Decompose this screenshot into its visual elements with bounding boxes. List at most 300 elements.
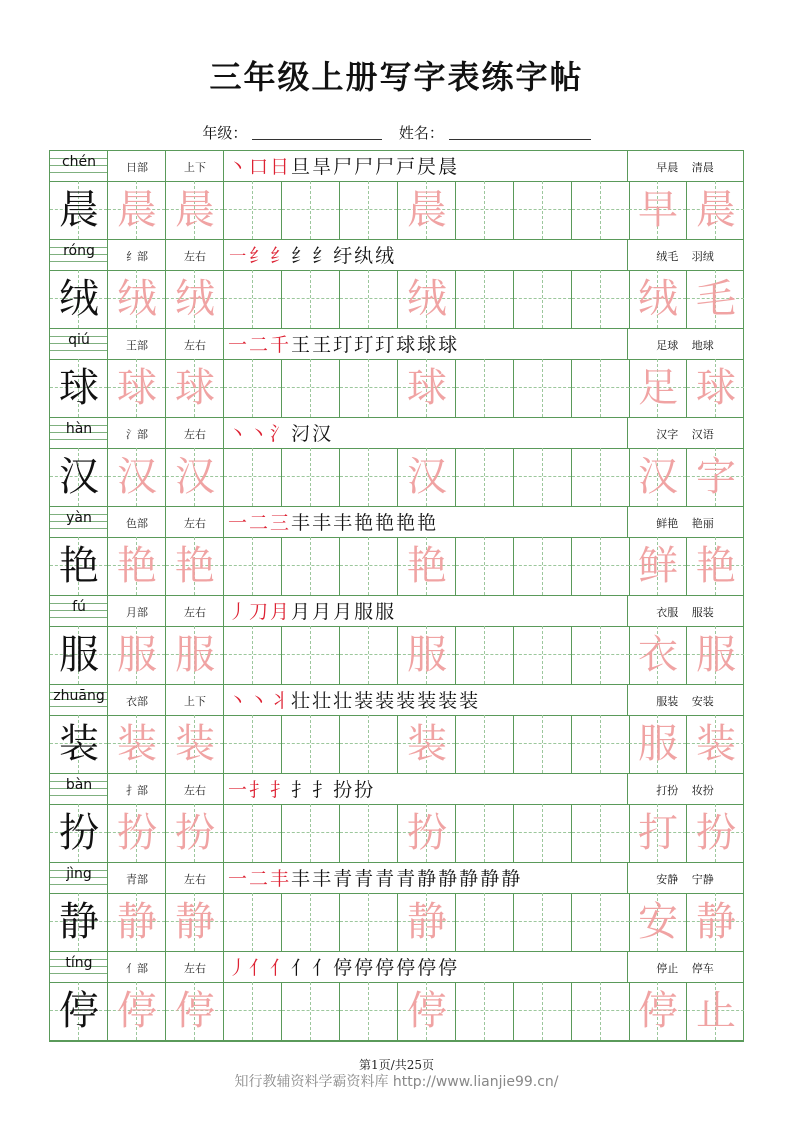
practice-box[interactable] bbox=[687, 359, 744, 417]
model-character: 扮 bbox=[59, 810, 99, 856]
trace-character: 服 bbox=[696, 632, 736, 678]
trace-character: 艳 bbox=[117, 543, 157, 589]
practice-box[interactable] bbox=[398, 715, 456, 773]
practice-box[interactable] bbox=[514, 893, 572, 951]
stroke-step: 一 bbox=[228, 512, 250, 534]
entry-info-row bbox=[50, 863, 743, 894]
practice-box[interactable] bbox=[340, 626, 398, 684]
practice-box[interactable] bbox=[224, 448, 282, 506]
practice-box bbox=[50, 893, 108, 951]
page-number: 第1页/共25页 bbox=[359, 1058, 434, 1072]
practice-box[interactable] bbox=[108, 715, 166, 773]
practice-box[interactable] bbox=[687, 537, 744, 595]
structure: 左右 bbox=[184, 606, 206, 619]
stroke-step: 丰 bbox=[333, 512, 355, 534]
model-character: 绒 bbox=[59, 276, 99, 322]
stroke-step: 王 bbox=[291, 334, 313, 356]
stroke-step: 昃 bbox=[417, 156, 439, 178]
trace-character: 球 bbox=[696, 365, 736, 411]
example-words: 安静 宁静 bbox=[656, 873, 714, 886]
practice-box[interactable] bbox=[687, 270, 744, 328]
stroke-order bbox=[228, 686, 480, 713]
stroke-step: 尸 bbox=[375, 156, 397, 178]
trace-character: 绒 bbox=[117, 276, 157, 322]
stroke-step: 刀 bbox=[249, 601, 271, 623]
practice-box[interactable] bbox=[629, 270, 687, 328]
practice-box[interactable] bbox=[224, 270, 282, 328]
structure: 左右 bbox=[184, 339, 206, 352]
entry-info-row bbox=[50, 596, 743, 627]
structure: 上下 bbox=[184, 695, 206, 708]
entry-info-row bbox=[50, 151, 743, 182]
practice-box[interactable] bbox=[629, 804, 687, 862]
stroke-step: 旱 bbox=[312, 156, 334, 178]
stroke-step: 三 bbox=[270, 512, 292, 534]
practice-box[interactable] bbox=[166, 893, 224, 951]
practice-box[interactable] bbox=[456, 448, 514, 506]
stroke-step: 静 bbox=[501, 868, 523, 890]
stroke-step: 月 bbox=[333, 601, 355, 623]
practice-box[interactable] bbox=[629, 448, 687, 506]
trace-character: 安 bbox=[638, 899, 678, 945]
source-watermark: 知行教辅资料学霸资料库 http://www.lianjie99.cn/ bbox=[234, 1074, 559, 1090]
example-words: 足球 地球 bbox=[656, 339, 714, 352]
trace-character: 晨 bbox=[696, 187, 736, 233]
practice-row bbox=[50, 715, 743, 774]
stroke-step: 停 bbox=[396, 957, 418, 979]
stroke-step: 青 bbox=[396, 868, 418, 890]
practice-box[interactable] bbox=[108, 448, 166, 506]
trace-character: 静 bbox=[696, 899, 736, 945]
practice-box[interactable] bbox=[108, 626, 166, 684]
practice-box[interactable] bbox=[166, 982, 224, 1040]
practice-box[interactable] bbox=[282, 270, 340, 328]
model-character: 汉 bbox=[59, 454, 99, 500]
model-character: 球 bbox=[59, 365, 99, 411]
practice-box[interactable] bbox=[572, 448, 630, 506]
practice-box[interactable] bbox=[108, 270, 166, 328]
stroke-step: 青 bbox=[333, 868, 355, 890]
practice-box[interactable] bbox=[629, 181, 687, 239]
practice-box[interactable] bbox=[456, 804, 514, 862]
trace-character: 衣 bbox=[638, 632, 678, 678]
stroke-step: 一 bbox=[228, 779, 250, 801]
pinyin: chén bbox=[61, 154, 97, 170]
practice-box[interactable] bbox=[166, 359, 224, 417]
practice-box bbox=[50, 270, 108, 328]
pinyin: yàn bbox=[66, 510, 92, 526]
structure: 左右 bbox=[184, 962, 206, 975]
stroke-step: 亻 bbox=[312, 957, 334, 979]
practice-box[interactable] bbox=[282, 537, 340, 595]
practice-box[interactable] bbox=[166, 715, 224, 773]
stroke-step: 二 bbox=[249, 334, 271, 356]
trace-character: 装 bbox=[407, 721, 447, 767]
trace-character: 装 bbox=[696, 721, 736, 767]
practice-box[interactable] bbox=[572, 893, 630, 951]
practice-row bbox=[50, 270, 743, 329]
stroke-step: 艳 bbox=[375, 512, 397, 534]
practice-box bbox=[50, 626, 108, 684]
trace-character: 球 bbox=[407, 365, 447, 411]
stroke-step: 戸 bbox=[396, 156, 418, 178]
practice-box[interactable] bbox=[456, 359, 514, 417]
practice-box[interactable] bbox=[572, 359, 630, 417]
practice-box[interactable] bbox=[687, 181, 744, 239]
practice-box[interactable] bbox=[398, 804, 456, 862]
stroke-step: 丶 bbox=[228, 423, 250, 445]
practice-box[interactable] bbox=[514, 626, 572, 684]
trace-character: 打 bbox=[638, 810, 678, 856]
name-field[interactable] bbox=[449, 125, 591, 140]
stroke-step: 静 bbox=[480, 868, 502, 890]
grade-field[interactable] bbox=[252, 125, 382, 140]
stroke-step: 千 bbox=[270, 334, 292, 356]
stroke-step: 装 bbox=[375, 690, 397, 712]
entry-info-row bbox=[50, 418, 743, 449]
stroke-step: ㇐ bbox=[228, 245, 250, 267]
example-words: 服装 安装 bbox=[656, 695, 714, 708]
practice-box[interactable] bbox=[166, 270, 224, 328]
stroke-step: 月 bbox=[312, 601, 334, 623]
stroke-step: 艳 bbox=[417, 512, 439, 534]
example-words: 停止 停车 bbox=[656, 962, 714, 975]
entry-info-row bbox=[50, 507, 743, 538]
stroke-step: 纟 bbox=[249, 245, 271, 267]
stroke-step: 扌 bbox=[249, 779, 271, 801]
trace-character: 足 bbox=[638, 365, 678, 411]
practice-box[interactable] bbox=[224, 537, 282, 595]
practice-box[interactable] bbox=[108, 181, 166, 239]
practice-box[interactable] bbox=[282, 982, 340, 1040]
practice-box[interactable] bbox=[456, 893, 514, 951]
stroke-step: 王 bbox=[312, 334, 334, 356]
practice-box[interactable] bbox=[572, 537, 630, 595]
stroke-step: 纟 bbox=[270, 245, 292, 267]
model-character: 晨 bbox=[59, 187, 99, 233]
trace-character: 服 bbox=[117, 632, 157, 678]
stroke-step: 纟 bbox=[312, 245, 334, 267]
page-title: 三年级上册写字表练字帖 bbox=[209, 58, 584, 96]
practice-box[interactable] bbox=[514, 804, 572, 862]
stroke-order bbox=[228, 864, 522, 891]
stroke-step: 装 bbox=[354, 690, 376, 712]
practice-box[interactable] bbox=[340, 804, 398, 862]
practice-box[interactable] bbox=[282, 181, 340, 239]
stroke-step: 玎 bbox=[333, 334, 355, 356]
practice-box bbox=[50, 715, 108, 773]
practice-box[interactable] bbox=[514, 359, 572, 417]
trace-character: 鲜 bbox=[638, 543, 678, 589]
trace-character: 汉 bbox=[117, 454, 157, 500]
practice-box[interactable] bbox=[282, 626, 340, 684]
practice-box[interactable] bbox=[282, 359, 340, 417]
practice-box[interactable] bbox=[398, 270, 456, 328]
pinyin: róng bbox=[63, 243, 95, 259]
practice-box[interactable] bbox=[282, 448, 340, 506]
trace-character: 服 bbox=[638, 721, 678, 767]
trace-character: 绒 bbox=[638, 276, 678, 322]
practice-box[interactable] bbox=[224, 359, 282, 417]
practice-box[interactable] bbox=[687, 448, 744, 506]
radical: 氵部 bbox=[126, 428, 148, 441]
stroke-step: 丰 bbox=[291, 868, 313, 890]
structure: 左右 bbox=[184, 873, 206, 886]
pinyin: tíng bbox=[65, 955, 93, 971]
pinyin: bàn bbox=[65, 777, 93, 793]
practice-box[interactable] bbox=[398, 359, 456, 417]
stroke-step: 旦 bbox=[291, 156, 313, 178]
practice-row bbox=[50, 181, 743, 240]
stroke-step: 壮 bbox=[291, 690, 313, 712]
trace-character: 汉 bbox=[407, 454, 447, 500]
model-character: 服 bbox=[59, 632, 99, 678]
practice-box[interactable] bbox=[282, 804, 340, 862]
stroke-step: 停 bbox=[417, 957, 439, 979]
trace-character: 扮 bbox=[696, 810, 736, 856]
trace-character: 晨 bbox=[175, 187, 215, 233]
stroke-step: 球 bbox=[417, 334, 439, 356]
practice-box[interactable] bbox=[224, 626, 282, 684]
stroke-step: 汈 bbox=[291, 423, 313, 445]
stroke-step: 口 bbox=[249, 156, 271, 178]
example-words: 早晨 清晨 bbox=[656, 161, 714, 174]
practice-box[interactable] bbox=[224, 804, 282, 862]
practice-box[interactable] bbox=[340, 982, 398, 1040]
practice-box[interactable] bbox=[108, 893, 166, 951]
practice-row bbox=[50, 626, 743, 685]
entry-info-row bbox=[50, 685, 743, 716]
stroke-order bbox=[228, 508, 438, 535]
trace-character: 扮 bbox=[175, 810, 215, 856]
practice-box[interactable] bbox=[398, 537, 456, 595]
practice-box[interactable] bbox=[224, 715, 282, 773]
radical: 衣部 bbox=[126, 695, 148, 708]
model-character: 静 bbox=[59, 899, 99, 945]
trace-character: 绒 bbox=[407, 276, 447, 322]
trace-character: 艳 bbox=[696, 543, 736, 589]
practice-box[interactable] bbox=[166, 804, 224, 862]
practice-box[interactable] bbox=[456, 270, 514, 328]
stroke-order bbox=[228, 953, 459, 980]
grade-label: 年级： bbox=[202, 124, 248, 142]
stroke-step: 停 bbox=[375, 957, 397, 979]
practice-box[interactable] bbox=[398, 181, 456, 239]
practice-box[interactable] bbox=[629, 893, 687, 951]
trace-character: 字 bbox=[696, 454, 736, 500]
stroke-step: 扮 bbox=[354, 779, 376, 801]
practice-box[interactable] bbox=[456, 715, 514, 773]
practice-box[interactable] bbox=[224, 181, 282, 239]
trace-character: 止 bbox=[696, 988, 736, 1034]
stroke-step: 丶 bbox=[249, 690, 271, 712]
practice-box[interactable] bbox=[340, 270, 398, 328]
trace-character: 装 bbox=[175, 721, 215, 767]
practice-box[interactable] bbox=[687, 626, 744, 684]
trace-character: 停 bbox=[407, 988, 447, 1034]
stroke-step: 服 bbox=[354, 601, 376, 623]
practice-box[interactable] bbox=[629, 359, 687, 417]
practice-box[interactable] bbox=[108, 804, 166, 862]
practice-box[interactable] bbox=[340, 715, 398, 773]
trace-character: 静 bbox=[175, 899, 215, 945]
entry-info-row bbox=[50, 774, 743, 805]
pinyin: fú bbox=[72, 599, 86, 615]
practice-box[interactable] bbox=[224, 893, 282, 951]
stroke-step: 丶 bbox=[228, 690, 250, 712]
stroke-step: 扌 bbox=[312, 779, 334, 801]
practice-box[interactable] bbox=[629, 715, 687, 773]
stroke-step: 扌 bbox=[291, 779, 313, 801]
practice-box[interactable] bbox=[456, 982, 514, 1040]
stroke-step: 球 bbox=[396, 334, 418, 356]
stroke-step: 纡 bbox=[333, 245, 355, 267]
stroke-step: 艳 bbox=[354, 512, 376, 534]
practice-row bbox=[50, 893, 743, 952]
practice-box[interactable] bbox=[340, 359, 398, 417]
practice-box[interactable] bbox=[398, 448, 456, 506]
practice-box[interactable] bbox=[629, 982, 687, 1040]
trace-character: 汉 bbox=[638, 454, 678, 500]
trace-character: 服 bbox=[175, 632, 215, 678]
practice-box[interactable] bbox=[224, 982, 282, 1040]
structure: 左右 bbox=[184, 517, 206, 530]
practice-box[interactable] bbox=[456, 537, 514, 595]
practice-box[interactable] bbox=[456, 626, 514, 684]
practice-box[interactable] bbox=[687, 804, 744, 862]
stroke-step: 扌 bbox=[270, 779, 292, 801]
stroke-order bbox=[228, 419, 333, 446]
example-words: 汉字 汉语 bbox=[656, 428, 714, 441]
practice-box[interactable] bbox=[572, 626, 630, 684]
practice-box[interactable] bbox=[629, 537, 687, 595]
practice-box[interactable] bbox=[166, 537, 224, 595]
trace-character: 静 bbox=[117, 899, 157, 945]
practice-box[interactable] bbox=[572, 804, 630, 862]
radical: 月部 bbox=[126, 606, 148, 619]
practice-box[interactable] bbox=[514, 448, 572, 506]
practice-row bbox=[50, 804, 743, 863]
stroke-step: 氵 bbox=[270, 423, 292, 445]
practice-row bbox=[50, 982, 743, 1041]
stroke-step: 静 bbox=[417, 868, 439, 890]
radical: 青部 bbox=[126, 873, 148, 886]
practice-box[interactable] bbox=[514, 537, 572, 595]
stroke-order bbox=[228, 152, 459, 179]
practice-box[interactable] bbox=[514, 270, 572, 328]
practice-box[interactable] bbox=[340, 893, 398, 951]
trace-character: 毛 bbox=[696, 276, 736, 322]
practice-box[interactable] bbox=[398, 893, 456, 951]
model-character: 装 bbox=[59, 721, 99, 767]
example-words: 打扮 妆扮 bbox=[656, 784, 714, 797]
stroke-step: 球 bbox=[438, 334, 460, 356]
practice-box[interactable] bbox=[108, 359, 166, 417]
practice-box[interactable] bbox=[572, 982, 630, 1040]
stroke-step: 玎 bbox=[375, 334, 397, 356]
trace-character: 绒 bbox=[175, 276, 215, 322]
practice-box[interactable] bbox=[108, 537, 166, 595]
stroke-step: 玎 bbox=[354, 334, 376, 356]
practice-box[interactable] bbox=[166, 626, 224, 684]
stroke-step: 丰 bbox=[312, 512, 334, 534]
model-character: 艳 bbox=[59, 543, 99, 589]
stroke-step: 月 bbox=[270, 601, 292, 623]
stroke-step: 月 bbox=[291, 601, 313, 623]
practice-box[interactable] bbox=[629, 626, 687, 684]
stroke-step: 尸 bbox=[354, 156, 376, 178]
practice-box[interactable] bbox=[108, 982, 166, 1040]
practice-box[interactable] bbox=[514, 181, 572, 239]
entry-info-row bbox=[50, 329, 743, 360]
practice-box[interactable] bbox=[398, 982, 456, 1040]
stroke-order bbox=[228, 775, 375, 802]
practice-box[interactable] bbox=[282, 715, 340, 773]
stroke-step: 艳 bbox=[396, 512, 418, 534]
practice-box[interactable] bbox=[687, 982, 744, 1040]
practice-box[interactable] bbox=[572, 715, 630, 773]
practice-box bbox=[50, 448, 108, 506]
radical: 王部 bbox=[126, 339, 148, 352]
practice-box[interactable] bbox=[514, 715, 572, 773]
example-words: 衣服 服装 bbox=[656, 606, 714, 619]
practice-box[interactable] bbox=[340, 448, 398, 506]
stroke-step: 停 bbox=[333, 957, 355, 979]
structure: 左右 bbox=[184, 784, 206, 797]
practice-box[interactable] bbox=[340, 537, 398, 595]
trace-character: 停 bbox=[638, 988, 678, 1034]
pinyin: jìng bbox=[66, 866, 92, 882]
stroke-step: 日 bbox=[270, 156, 292, 178]
practice-box[interactable] bbox=[282, 893, 340, 951]
practice-box[interactable] bbox=[572, 181, 630, 239]
stroke-step: 二 bbox=[249, 868, 271, 890]
practice-box[interactable] bbox=[572, 270, 630, 328]
stroke-step: 一 bbox=[228, 334, 250, 356]
practice-box bbox=[50, 537, 108, 595]
trace-character: 服 bbox=[407, 632, 447, 678]
trace-character: 停 bbox=[117, 988, 157, 1034]
stroke-step: 装 bbox=[459, 690, 481, 712]
stroke-step: 晨 bbox=[438, 156, 460, 178]
practice-box[interactable] bbox=[340, 181, 398, 239]
trace-character: 扮 bbox=[407, 810, 447, 856]
practice-box[interactable] bbox=[456, 181, 514, 239]
stroke-step: 亻 bbox=[291, 957, 313, 979]
pinyin: zhuāng bbox=[53, 688, 105, 704]
trace-character: 停 bbox=[175, 988, 215, 1034]
radical: 扌部 bbox=[126, 784, 148, 797]
practice-box[interactable] bbox=[166, 181, 224, 239]
practice-row bbox=[50, 359, 743, 418]
stroke-step: 纟 bbox=[291, 245, 313, 267]
practice-box bbox=[50, 181, 108, 239]
trace-character: 早 bbox=[638, 187, 678, 233]
practice-box[interactable] bbox=[687, 893, 744, 951]
stroke-step: 丶 bbox=[228, 156, 250, 178]
trace-character: 艳 bbox=[407, 543, 447, 589]
practice-box[interactable] bbox=[514, 982, 572, 1040]
structure: 上下 bbox=[184, 161, 206, 174]
stroke-step: 壮 bbox=[333, 690, 355, 712]
trace-character: 晨 bbox=[117, 187, 157, 233]
entry-info-row bbox=[50, 952, 743, 983]
stroke-order bbox=[228, 241, 396, 268]
stroke-step: 壮 bbox=[312, 690, 334, 712]
practice-box[interactable] bbox=[166, 448, 224, 506]
practice-box[interactable] bbox=[687, 715, 744, 773]
practice-box[interactable] bbox=[398, 626, 456, 684]
